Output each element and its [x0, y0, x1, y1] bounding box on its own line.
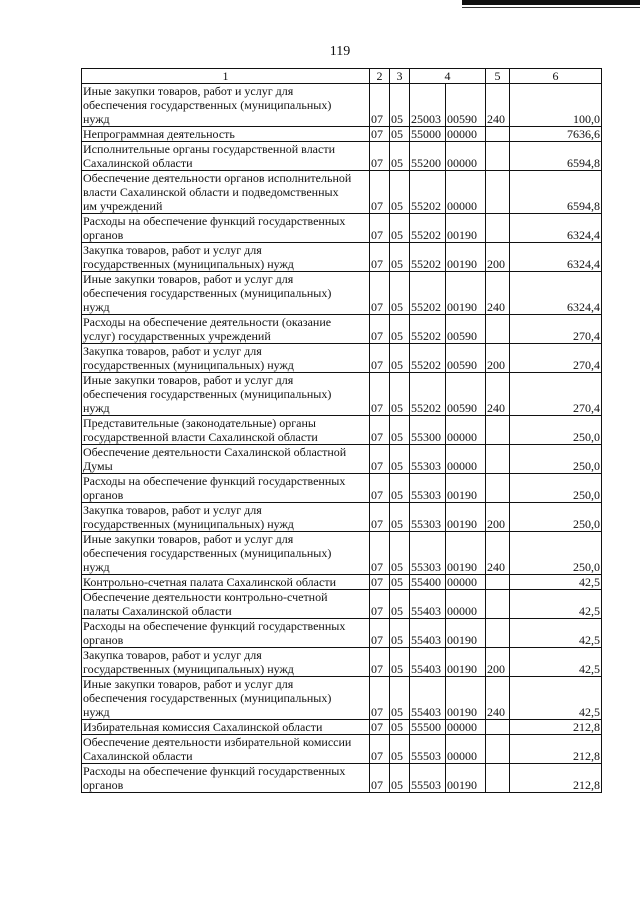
cell-sec: 07	[370, 648, 390, 677]
cell-p1: 55202	[410, 344, 446, 373]
cell-sub: 05	[390, 214, 410, 243]
cell-p2: 00190	[446, 474, 486, 503]
cell-p1: 55303	[410, 474, 446, 503]
cell-amt: 42,5	[510, 575, 602, 590]
cell-p2: 00000	[446, 171, 486, 214]
cell-sub: 05	[390, 619, 410, 648]
cell-sub: 05	[390, 720, 410, 735]
table-row	[82, 344, 602, 373]
cell-sub: 05	[390, 416, 410, 445]
cell-name: Закупка товаров, работ и услуг для государственных (муниципальных) нужд	[82, 503, 370, 532]
cell-sec: 07	[370, 575, 390, 590]
cell-amt: 250,0	[510, 532, 602, 575]
cell-name: Обеспечение деятельности избирательной комиссии Сахалинской области	[82, 735, 370, 764]
cell-sec: 07	[370, 127, 390, 142]
cell-p2: 00000	[446, 142, 486, 171]
header-col-3: 3	[390, 69, 410, 84]
cell-name: Обеспечение деятельности Сахалинской областной Думы	[82, 445, 370, 474]
cell-sub: 05	[390, 171, 410, 214]
scan-edge-line	[462, 7, 640, 8]
cell-vr	[486, 416, 510, 445]
cell-amt: 6324,4	[510, 214, 602, 243]
cell-amt: 42,5	[510, 619, 602, 648]
cell-sub: 05	[390, 272, 410, 315]
cell-sec: 07	[370, 272, 390, 315]
cell-p1: 55000	[410, 127, 446, 142]
table-row	[82, 532, 602, 575]
cell-sec: 07	[370, 590, 390, 619]
table-row	[82, 142, 602, 171]
page-number: 119	[329, 44, 351, 59]
cell-vr	[486, 735, 510, 764]
cell-p1: 55202	[410, 243, 446, 272]
cell-sub: 05	[390, 677, 410, 720]
cell-sec: 07	[370, 84, 390, 127]
cell-sub: 05	[390, 735, 410, 764]
table-row	[82, 677, 602, 720]
cell-p1: 55403	[410, 677, 446, 720]
cell-vr	[486, 445, 510, 474]
cell-amt: 7636,6	[510, 127, 602, 142]
cell-p2: 00190	[446, 648, 486, 677]
cell-amt: 270,4	[510, 315, 602, 344]
table-row	[82, 619, 602, 648]
cell-sec: 07	[370, 503, 390, 532]
cell-p2: 00190	[446, 532, 486, 575]
cell-sec: 07	[370, 764, 390, 793]
cell-vr	[486, 142, 510, 171]
cell-name: Расходы на обеспечение функций государственных органов	[82, 474, 370, 503]
table-row	[82, 590, 602, 619]
cell-p1: 55500	[410, 720, 446, 735]
table-row	[82, 373, 602, 416]
cell-amt: 250,0	[510, 416, 602, 445]
cell-sub: 05	[390, 590, 410, 619]
cell-name: Обеспечение деятельности органов исполнительной власти Сахалинской области и подведомственных им учреждений	[82, 171, 370, 214]
cell-name: Закупка товаров, работ и услуг для государственных (муниципальных) нужд	[82, 648, 370, 677]
cell-p1: 55200	[410, 142, 446, 171]
cell-vr	[486, 575, 510, 590]
cell-sec: 07	[370, 720, 390, 735]
cell-p1: 55503	[410, 764, 446, 793]
table-row	[82, 171, 602, 214]
cell-p2: 00190	[446, 619, 486, 648]
cell-amt: 6324,4	[510, 243, 602, 272]
cell-p1: 55303	[410, 503, 446, 532]
table-row	[82, 648, 602, 677]
cell-p2: 00000	[446, 735, 486, 764]
cell-p1: 55503	[410, 735, 446, 764]
cell-vr	[486, 127, 510, 142]
cell-amt: 42,5	[510, 648, 602, 677]
cell-sub: 05	[390, 373, 410, 416]
cell-sub: 05	[390, 532, 410, 575]
cell-sec: 07	[370, 619, 390, 648]
cell-p1: 55403	[410, 590, 446, 619]
cell-p2: 00590	[446, 315, 486, 344]
cell-vr: 240	[486, 532, 510, 575]
cell-sub: 05	[390, 127, 410, 142]
cell-amt: 270,4	[510, 373, 602, 416]
table-row	[82, 243, 602, 272]
cell-p2: 00190	[446, 764, 486, 793]
table-row	[82, 84, 602, 127]
cell-p2: 00590	[446, 373, 486, 416]
header-col-4: 4	[410, 69, 486, 84]
cell-amt: 42,5	[510, 677, 602, 720]
table-row	[82, 503, 602, 532]
cell-p2: 00590	[446, 344, 486, 373]
cell-p2: 00000	[446, 445, 486, 474]
cell-name: Представительные (законодательные) органы государственной власти Сахалинской области	[82, 416, 370, 445]
table-row	[82, 445, 602, 474]
budget-table	[81, 68, 602, 793]
cell-sub: 05	[390, 764, 410, 793]
table-row	[82, 735, 602, 764]
header-col-1: 1	[82, 69, 370, 84]
cell-name: Расходы на обеспечение деятельности (оказание услуг) государственных учреждений	[82, 315, 370, 344]
cell-p2: 00190	[446, 677, 486, 720]
cell-p1: 55400	[410, 575, 446, 590]
cell-p1: 55403	[410, 619, 446, 648]
cell-name: Контрольно-счетная палата Сахалинской области	[82, 575, 370, 590]
cell-sub: 05	[390, 474, 410, 503]
cell-amt: 6324,4	[510, 272, 602, 315]
cell-vr: 200	[486, 503, 510, 532]
cell-name: Расходы на обеспечение функций государственных органов	[82, 764, 370, 793]
cell-p2: 00590	[446, 84, 486, 127]
header-row	[82, 69, 602, 84]
cell-sub: 05	[390, 445, 410, 474]
table-row	[82, 764, 602, 793]
cell-p2: 00190	[446, 214, 486, 243]
cell-p1: 55202	[410, 373, 446, 416]
cell-sub: 05	[390, 503, 410, 532]
cell-vr: 200	[486, 344, 510, 373]
cell-p2: 00000	[446, 575, 486, 590]
cell-sub: 05	[390, 575, 410, 590]
cell-sec: 07	[370, 735, 390, 764]
table-row	[82, 127, 602, 142]
cell-sec: 07	[370, 532, 390, 575]
cell-vr	[486, 214, 510, 243]
cell-sec: 07	[370, 142, 390, 171]
cell-p1: 55202	[410, 171, 446, 214]
table-row	[82, 214, 602, 243]
cell-p1: 25003	[410, 84, 446, 127]
cell-sub: 05	[390, 315, 410, 344]
table-row	[82, 575, 602, 590]
cell-sub: 05	[390, 142, 410, 171]
cell-amt: 212,8	[510, 720, 602, 735]
cell-name: Исполнительные органы государственной власти Сахалинской области	[82, 142, 370, 171]
cell-p1: 55303	[410, 445, 446, 474]
cell-p2: 00190	[446, 503, 486, 532]
cell-vr: 240	[486, 84, 510, 127]
cell-amt: 250,0	[510, 474, 602, 503]
cell-sec: 07	[370, 677, 390, 720]
cell-sub: 05	[390, 648, 410, 677]
scan-edge-mark	[462, 0, 640, 5]
cell-vr: 240	[486, 677, 510, 720]
cell-name: Закупка товаров, работ и услуг для государственных (муниципальных) нужд	[82, 344, 370, 373]
cell-name: Избирательная комиссия Сахалинской области	[82, 720, 370, 735]
cell-vr	[486, 764, 510, 793]
cell-sub: 05	[390, 344, 410, 373]
cell-amt: 250,0	[510, 445, 602, 474]
cell-name: Закупка товаров, работ и услуг для государственных (муниципальных) нужд	[82, 243, 370, 272]
cell-amt: 212,8	[510, 764, 602, 793]
cell-sec: 07	[370, 243, 390, 272]
cell-amt: 6594,8	[510, 171, 602, 214]
cell-name: Иные закупки товаров, работ и услуг для обеспечения государственных (муниципальных) нужд	[82, 272, 370, 315]
cell-name: Обеспечение деятельности контрольно-счетной палаты Сахалинской области	[82, 590, 370, 619]
cell-name: Иные закупки товаров, работ и услуг для обеспечения государственных (муниципальных) нужд	[82, 373, 370, 416]
cell-vr	[486, 720, 510, 735]
cell-vr: 240	[486, 272, 510, 315]
cell-p1: 55303	[410, 532, 446, 575]
cell-sub: 05	[390, 84, 410, 127]
header-col-6: 6	[510, 69, 602, 84]
cell-amt: 6594,8	[510, 142, 602, 171]
cell-sec: 07	[370, 315, 390, 344]
cell-name: Расходы на обеспечение функций государственных органов	[82, 619, 370, 648]
header-col-5: 5	[486, 69, 510, 84]
cell-sec: 07	[370, 344, 390, 373]
cell-p2: 00190	[446, 243, 486, 272]
header-col-2: 2	[370, 69, 390, 84]
cell-vr	[486, 315, 510, 344]
table-row	[82, 720, 602, 735]
cell-p1: 55202	[410, 214, 446, 243]
cell-name: Расходы на обеспечение функций государственных органов	[82, 214, 370, 243]
cell-p1: 55202	[410, 272, 446, 315]
table-row	[82, 416, 602, 445]
cell-p1: 55202	[410, 315, 446, 344]
cell-p1: 55300	[410, 416, 446, 445]
cell-name: Иные закупки товаров, работ и услуг для обеспечения государственных (муниципальных) нужд	[82, 532, 370, 575]
cell-name: Непрограммная деятельность	[82, 127, 370, 142]
cell-amt: 42,5	[510, 590, 602, 619]
cell-p2: 00000	[446, 590, 486, 619]
cell-vr	[486, 619, 510, 648]
cell-sec: 07	[370, 445, 390, 474]
cell-name: Иные закупки товаров, работ и услуг для обеспечения государственных (муниципальных) нужд	[82, 84, 370, 127]
cell-sub: 05	[390, 243, 410, 272]
cell-sec: 07	[370, 474, 390, 503]
cell-vr	[486, 590, 510, 619]
cell-sec: 07	[370, 171, 390, 214]
cell-amt: 270,4	[510, 344, 602, 373]
cell-sec: 07	[370, 416, 390, 445]
cell-vr	[486, 474, 510, 503]
cell-sec: 07	[370, 373, 390, 416]
cell-amt: 100,0	[510, 84, 602, 127]
cell-p2: 00190	[446, 272, 486, 315]
cell-vr: 200	[486, 648, 510, 677]
cell-amt: 250,0	[510, 503, 602, 532]
cell-sec: 07	[370, 214, 390, 243]
cell-vr: 240	[486, 373, 510, 416]
cell-p1: 55403	[410, 648, 446, 677]
cell-vr	[486, 171, 510, 214]
cell-name: Иные закупки товаров, работ и услуг для обеспечения государственных (муниципальных) нужд	[82, 677, 370, 720]
table-row	[82, 474, 602, 503]
table-row	[82, 272, 602, 315]
cell-p2: 00000	[446, 720, 486, 735]
cell-p2: 00000	[446, 127, 486, 142]
cell-vr: 200	[486, 243, 510, 272]
cell-p2: 00000	[446, 416, 486, 445]
cell-amt: 212,8	[510, 735, 602, 764]
table-row	[82, 315, 602, 344]
